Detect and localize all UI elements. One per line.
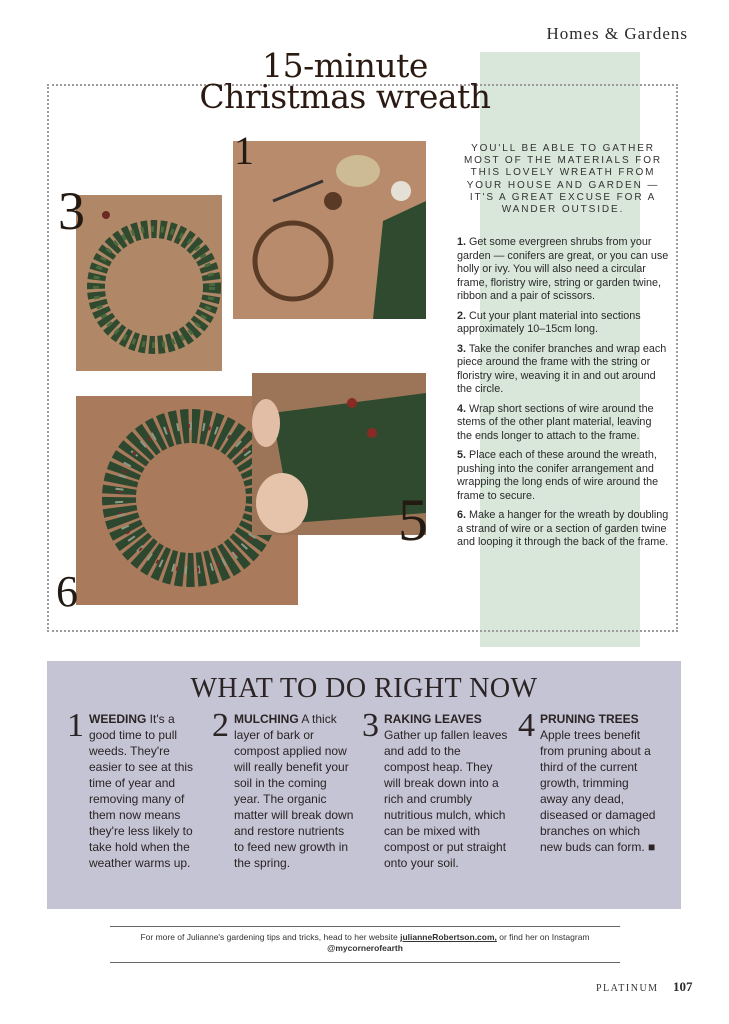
todo-item-raking-leaves: 3 RAKING LEAVES Gather up fallen leaves and add to the compost heap. They will break down into a rich and crumbly nutritious mulch, which can be mixed with compost or put straight onto your soil.: [362, 707, 508, 870]
step-3: 3. Take the conifer branches and wrap each piece around the frame with the string or floristry wire, weaving it in and out around the circle.: [457, 342, 667, 395]
todo-number: 4: [518, 707, 535, 744]
article-intro: YOU'LL BE ABLE TO GATHER MOST OF THE MATERIALS FOR THIS LOVELY WREATH FROM YOUR HOUSE AND GARDEN — IT'S A GREAT EXCUSE FOR A WANDER OUTSIDE.: [463, 143, 663, 216]
photo-materials-1: [233, 141, 426, 319]
photo-number-1: 1: [234, 128, 254, 173]
wreath-illustration: [76, 195, 222, 371]
steps-list: [457, 236, 669, 556]
todo-item-mulching: 2 MULCHING A thick layer of bark or compost applied now will really benefit your soil in the coming year. The organic matter will break down and restore nutrients to feed new growth in the spring.: [212, 707, 354, 870]
website-link[interactable]: julianneRobertson.com,: [400, 932, 497, 942]
page-number: 107: [673, 979, 693, 994]
step-2: 2. Cut your plant material into sections approximately 10–15cm long.: [457, 309, 641, 335]
photo-number-3: 3: [58, 181, 85, 241]
todo-item-weeding: 1 WEEDING It's a good time to pull weeds. They're easier to see at this time of year and removing many of them now means they're less likely to take hold when the weather warms up.: [67, 707, 194, 870]
credit-rule-bottom: [110, 962, 620, 963]
todo-title: WHAT TO DO RIGHT NOW: [190, 673, 538, 704]
photo-number-6: 6: [56, 567, 78, 616]
section-label: Homes & Gardens: [546, 24, 688, 43]
step-1: 1. Get some evergreen shrubs from your garden — conifers are great, or you can use holly or ivy. You will also need a circular frame, floristry wire, string or garden twine, ribbon and a pair of scissors.: [457, 236, 669, 302]
instagram-handle[interactable]: @mycornerofearth: [327, 943, 403, 953]
step-6: 6. Make a hanger for the wreath by doubling a strand of wire or a section of garden twine and looping it through the back of the frame.: [457, 509, 669, 548]
step-5: 5. Place each of these around the wreath, pushing into the conifer arrangement and wrapping the long ends of wire around the frame to secure.: [457, 449, 659, 502]
photo-wreath-3: [76, 195, 222, 371]
todo-number: 1: [67, 707, 84, 744]
credit-text: For more of Julianne's gardening tips and tricks, head to her website julianneRobertson.com, or find her on Instagram @mycornerofearth: [140, 932, 590, 953]
title-line-1: 15-minute: [262, 46, 428, 85]
todo-number: 2: [212, 707, 229, 744]
photo-number-5: 5: [398, 487, 428, 553]
step-4: 4. Wrap short sections of wire around the stems of the other plant material, leaving the ends longer to attach to the frame.: [457, 402, 654, 442]
materials-illustration: [233, 141, 426, 319]
magazine-name: PLATINUM: [596, 983, 659, 994]
todo-box: [47, 661, 681, 909]
title-line-2: Christmas wreath: [199, 77, 491, 116]
todo-item-pruning-trees: 4 PRUNING TREES Apple trees benefit from pruning about a third of the current growth, trimming away any dead, diseased or damaged branches on which new buds can form. ■: [518, 707, 656, 854]
article-title: [150, 46, 540, 116]
credit-rule-top: [110, 926, 620, 927]
todo-number: 3: [362, 707, 379, 744]
